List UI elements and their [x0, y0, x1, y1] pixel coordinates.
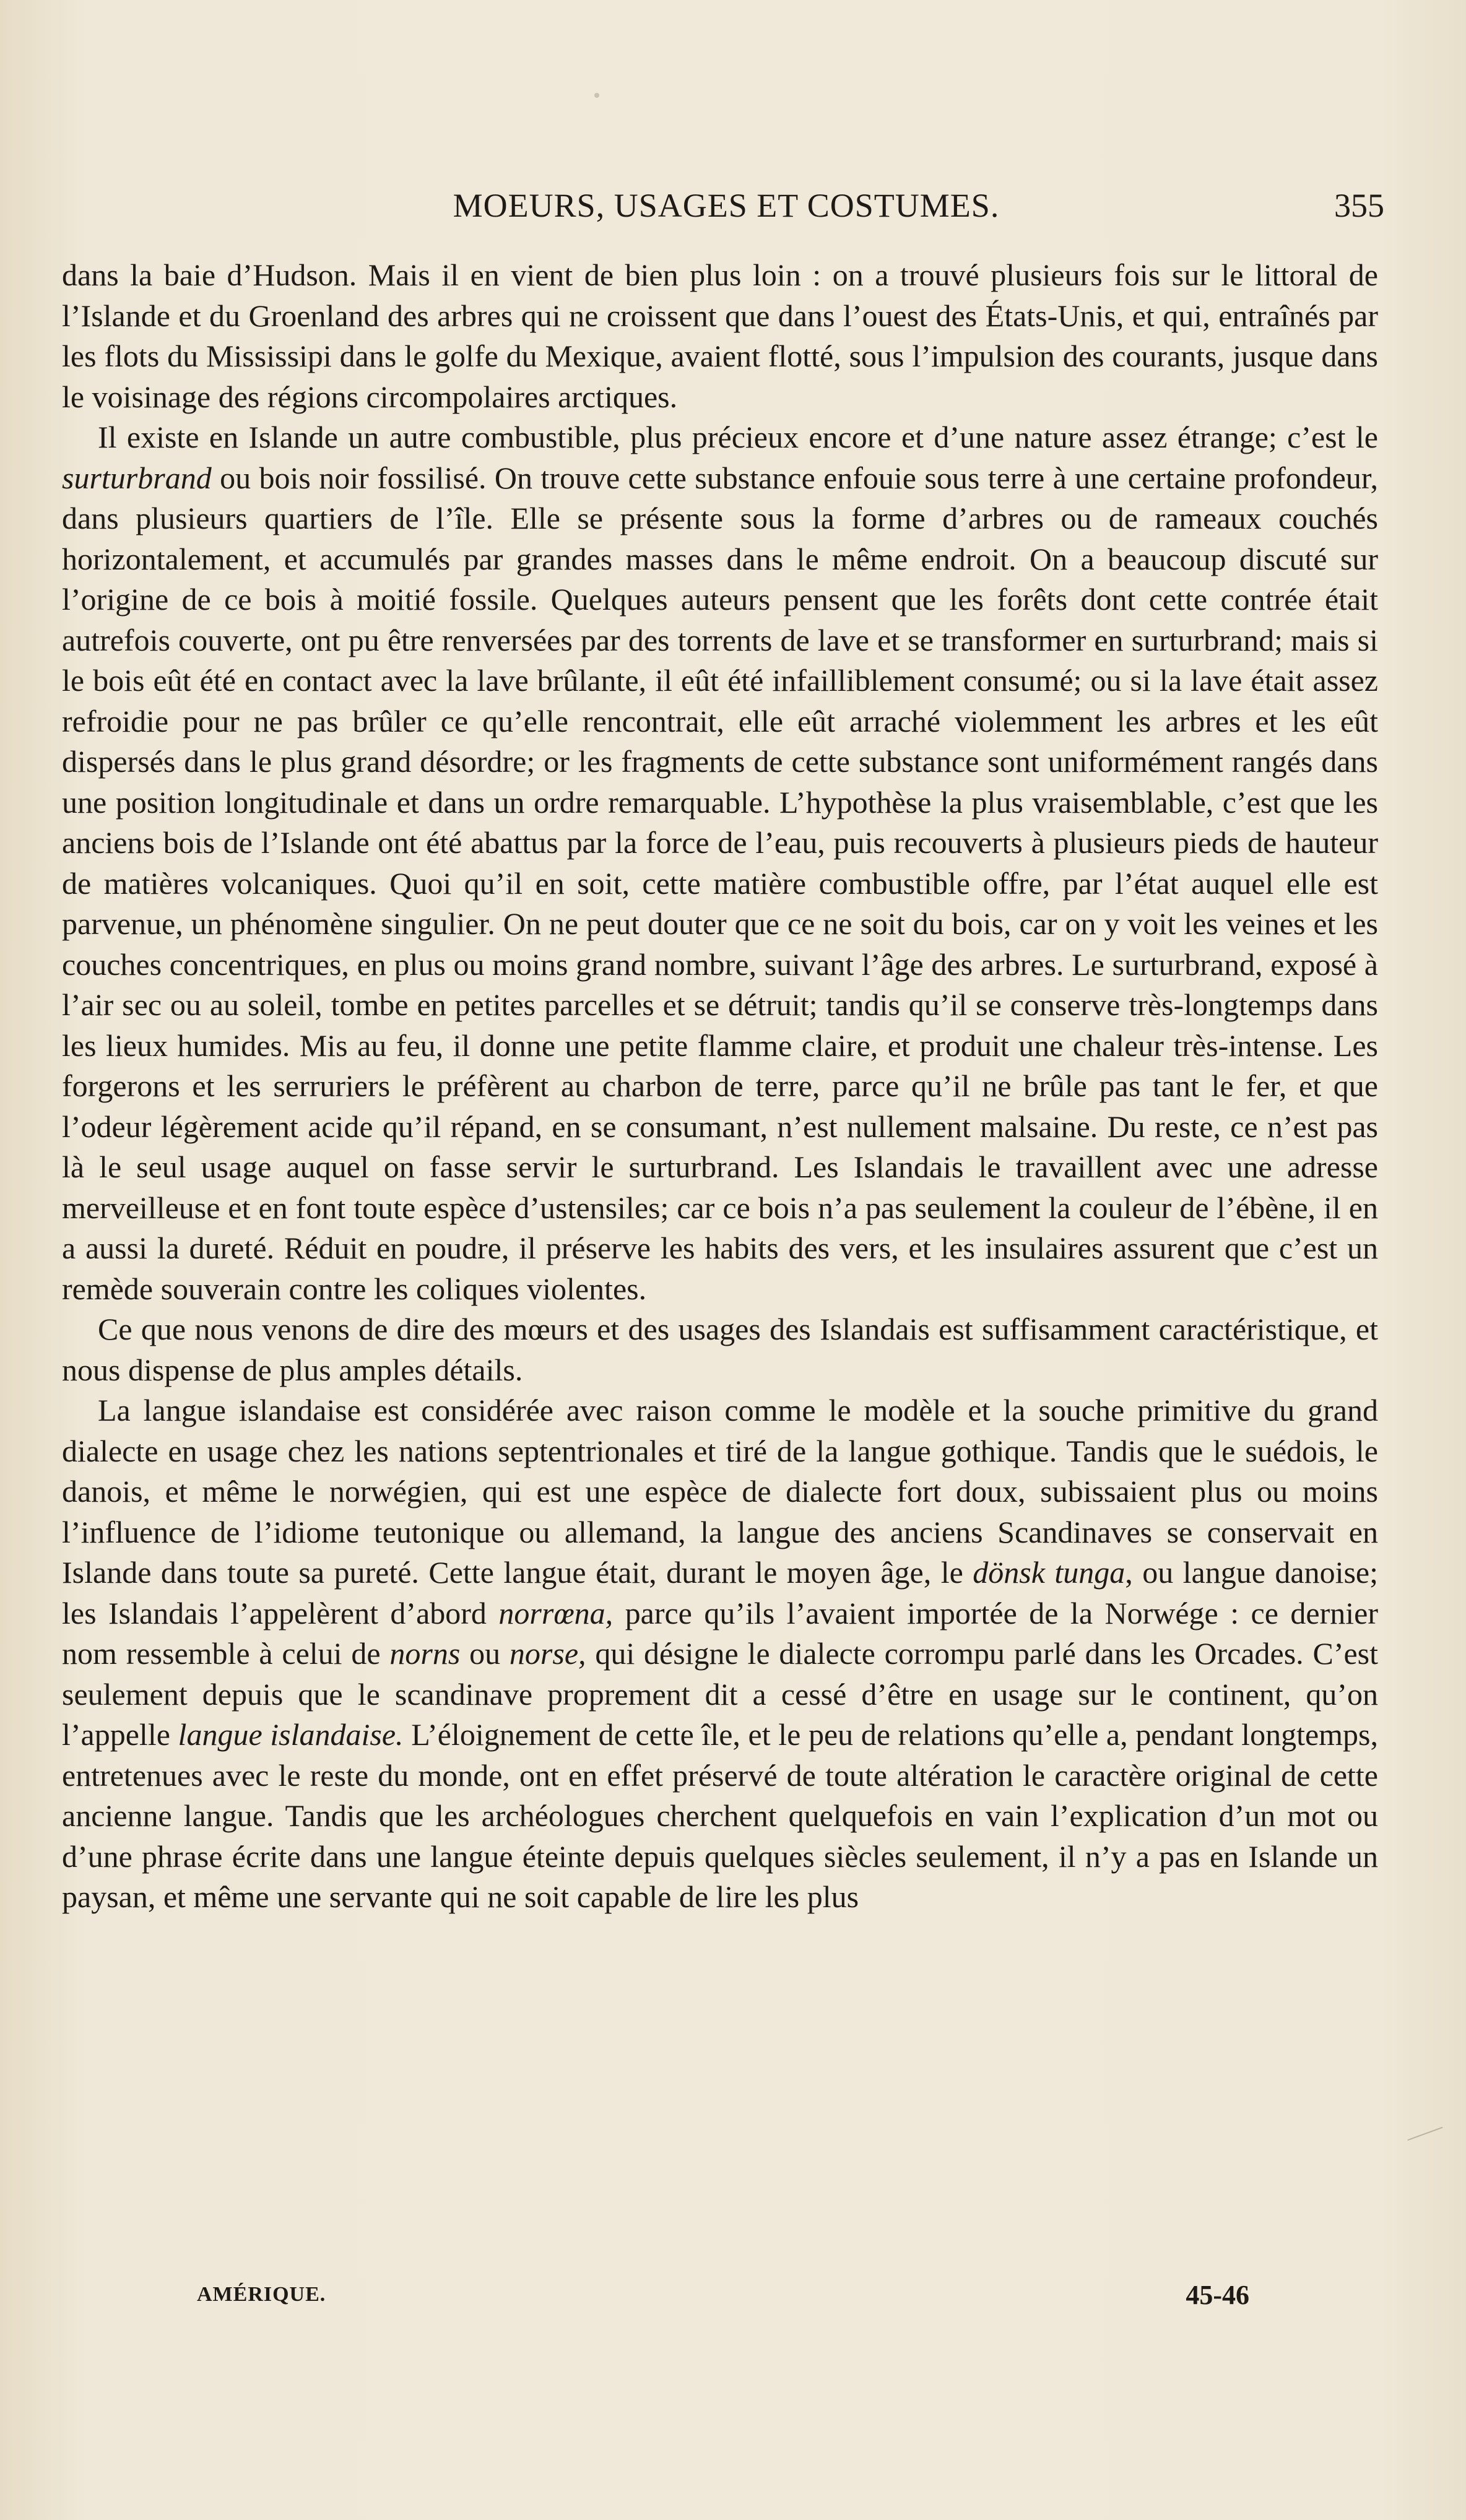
italic-term: surturbrand [62, 460, 212, 495]
running-title: MOEURS, USAGES ET COSTUMES. [453, 187, 1000, 224]
text-run: ou bois noir fossilisé. On trouve cette substance enfouie sous terre à une certaine profondeur, dans plusieurs quartiers de l’île. Elle se présente sous la forme d’arbres ou de rameaux couchés horizontalement, et accumulés par grandes masses dans le même endroit. On a beaucoup discuté sur l’origine de ce bois à moitié fossile. Quelques auteurs pensent que les forêts dont cette contrée était autrefois couverte, ont pu être renversées par des torrents de lave et se transformer en surturbrand; mais si le bois eût été en contact avec la lave brûlante, il eût été infailliblement consumé; ou si la lave était assez refroidie pour ne pas brûler ce qu’elle rencontrait, elle eût arraché violemment les arbres et les eût dispersés dans le plus grand désordre; or les fragments de cette substance sont uniformément rangés dans une position longitudinale et dans un ordre remarquable. L’hypothèse la plus vraisemblable, c’est que les anciens bois de l’Islande ont été abattus par la force de l’eau, puis recouverts à plusieurs pieds de hauteur de matières volcaniques. Quoi qu’il en soit, cette matière combustible offre, par l’état auquel elle est parvenue, un phénomène singulier. On ne peut douter que ce ne soit du bois, car on y voit les veines et les couches concentriques, en plus ou moins grand nombre, suivant l’âge des arbres. Le surturbrand, exposé à l’air sec ou au soleil, tombe en petites parcelles et se détruit; tandis qu’il se conserve très-longtemps dans les lieux humides. Mis au feu, il donne une petite flamme claire, et produit une chaleur très-intense. Les forgerons et les serruriers le préfèrent au charbon de terre, parce qu’il ne brûle pas tant le fer, et que l’odeur légèrement acide qu’il répand, en se consumant, n’est nullement malsaine. Du reste, ce n’est pas là le seul usage auquel on fasse servir le surturbrand. Les Islandais le travaillent avec une adresse merveilleuse et en font toute espèce d’ustensiles; car ce bois n’a pas seulement la couleur de l’ébène, il en a aussi la dureté. Réduit en poudre, il préserve les habits des vers, et les insulaires assurent que c’est un remède souverain contre les coliques violentes. [62, 460, 1378, 1306]
text-run: Il existe en Islande un autre combustible, plus précieux encore et d’une nature assez étrange; c’est le [98, 420, 1378, 454]
page-header [68, 181, 1384, 230]
text-run: Ce que nous venons de dire des mœurs et des usages des Islandais est suffisamment caractéristique, et nous dispense de plus amples détails. [62, 1312, 1378, 1387]
paragraph [62, 255, 1378, 417]
text-run: La langue islandaise est considérée avec raison comme le modèle et la souche primitive du grand dialecte en usage chez les nations septentrionales et tiré de la langue gothique. Tandis que le suédois, le danois, et même le norwégien, qui est une espèce de dialecte fort doux, subissaient plus ou moins l’influence de l’idiome teutonique ou allemand, la langue des anciens Scandinaves se conservait en Islande dans toute sa pureté. Cette langue était, durant le moyen âge, le [62, 1393, 1378, 1590]
paragraph [62, 1390, 1378, 1918]
text-run: ou [460, 1636, 510, 1671]
italic-term: norrœna, [498, 1595, 614, 1630]
paragraph [62, 417, 1378, 1309]
sheet-number: 45-46 [1186, 2280, 1249, 2310]
body-text [62, 255, 1378, 1918]
page-footer [197, 2280, 1249, 2320]
italic-term: norns [389, 1636, 461, 1671]
paragraph [62, 1309, 1378, 1390]
text-run: dans la baie d’Hudson. Mais il en vient de bien plus loin : on a trouvé plusieurs fois sur le littoral de l’Islande et du Groenland des arbres qui ne croissent que dans l’ouest des États-Unis, et qui, entraînés par les flots du Mississipi dans le golfe du Mexique, avaient flotté, sous l’impulsion des courants, jusque dans le voisinage des régions circompolaires arctiques. [62, 258, 1378, 414]
text-run: L’éloignement de cette île, et le peu de relations qu’elle a, pendant longtemps, entretenues avec le reste du monde, ont en effet préservé de toute altération le caractère original de cette ancienne langue. Tandis que les archéologues cherchent quelquefois en vain l’explication d’un mot ou d’une phrase écrite dans une langue éteinte depuis quelques siècles seulement, il n’y a pas en Islande un paysan, et même une servante qui ne soit capable de lire les plus [62, 1717, 1378, 1914]
text-run: , ou langue danoise; les Islandais l’appelèrent d’abord [62, 1555, 1379, 1630]
signature-mark: AMÉRIQUE. [197, 2283, 326, 2306]
italic-term: langue islandaise. [178, 1717, 404, 1752]
text-run: qui désigne le dialecte corrompu parlé dans les Orcades. C’est seulement depuis que le scandinave proprement dit a cessé d’être en usage sur le continent, qu’on l’appelle [62, 1636, 1379, 1752]
italic-term: norse, [509, 1636, 586, 1671]
ink-speck [594, 93, 599, 98]
text-run: parce qu’ils l’avaient importée de la Norwége : ce dernier nom ressemble à celui de [62, 1595, 1378, 1671]
italic-term: dönsk tunga [973, 1555, 1126, 1590]
page-number: 355 [1334, 187, 1384, 224]
margin-pencil-mark [1407, 2127, 1442, 2141]
